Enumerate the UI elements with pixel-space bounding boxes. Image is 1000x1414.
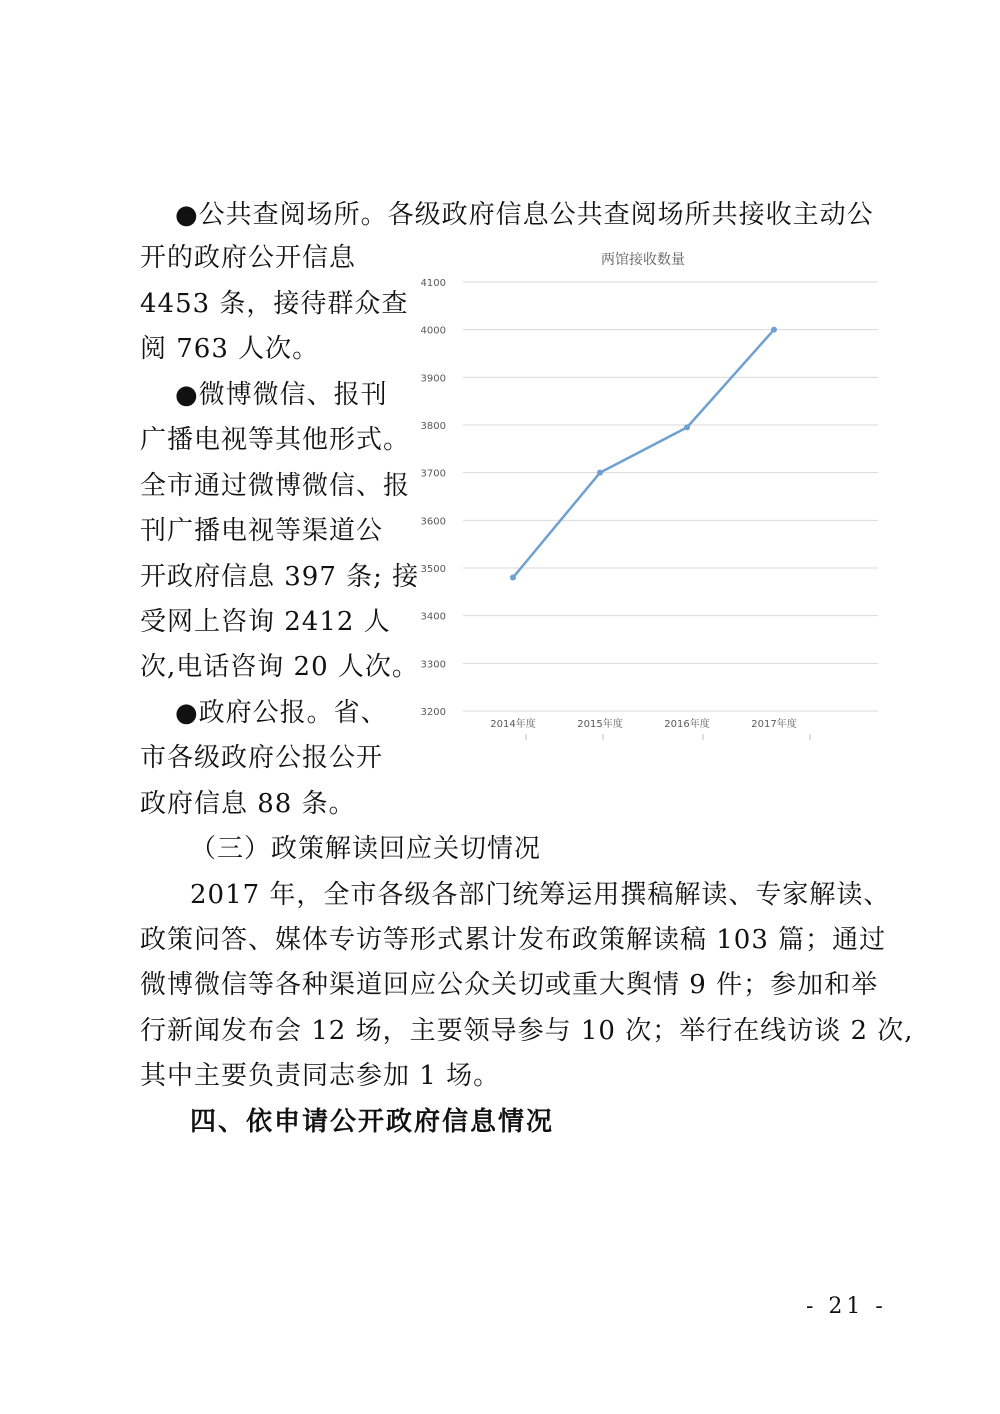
y-tick-label: 3500	[420, 564, 446, 575]
public-reading-line-1: ●公共查阅场所。各级政府信息公共查阅场所共接收主动公	[175, 200, 874, 230]
x-tick-label: 2016年度	[664, 719, 710, 730]
y-tick-label: 4000	[420, 325, 446, 337]
y-tick-label: 3300	[420, 659, 446, 671]
x-tick-label: 2017年度	[751, 719, 797, 730]
section-4-heading: 四、依申请公开政府信息情况	[190, 1107, 555, 1137]
weibo-line-5: 开政府信息 397 条; 接	[140, 562, 420, 592]
x-tick-label: 2015年度	[577, 719, 623, 730]
y-tick-label: 3200	[420, 707, 446, 718]
data-point	[771, 327, 777, 333]
y-tick-label: 4100	[420, 278, 446, 289]
x-tick-label: 2014年度	[490, 719, 536, 730]
weibo-line-7: 次,电话咨询 20 人次。	[140, 652, 419, 682]
weibo-line-4: 刊广播电视等渠道公	[140, 516, 384, 546]
data-point	[597, 470, 603, 476]
chart-title: 两馆接收数量	[601, 252, 685, 268]
policy-line-4: 行新闻发布会 12 场，主要领导参与 10 次；举行在线访谈 2 次,	[140, 1016, 914, 1046]
page-number: - 21 -	[806, 1294, 887, 1319]
policy-line-5: 其中主要负责同志参加 1 场。	[140, 1061, 501, 1091]
y-tick-label: 3700	[420, 468, 446, 480]
weibo-line-3: 全市通过微博微信、报	[140, 471, 411, 501]
public-reading-line-2: 开的政府公开信息	[140, 243, 357, 273]
policy-line-1: 2017 年，全市各级各部门统筹运用撰稿解读、专家解读、	[190, 880, 891, 910]
gazette-line-3: 政府信息 88 条。	[140, 789, 356, 819]
data-point	[684, 424, 690, 430]
gazette-line-1: ●政府公报。省、	[175, 698, 388, 728]
weibo-line-6: 受网上咨询 2412 人	[140, 607, 391, 637]
y-tick-label: 3400	[420, 611, 446, 623]
gazette-line-2: 市各级政府公报公开	[140, 743, 384, 773]
data-point	[510, 575, 516, 581]
line-chart	[408, 240, 878, 740]
policy-line-2: 政策问答、媒体专访等形式累计发布政策解读稿 103 篇；通过	[140, 925, 887, 955]
y-tick-label: 3900	[420, 373, 446, 385]
public-reading-line-4: 阅 763 人次。	[140, 334, 320, 364]
series-line	[513, 330, 774, 578]
y-tick-label: 3600	[420, 516, 446, 528]
policy-heading: （三）政策解读回应关切情况	[190, 834, 542, 864]
policy-line-3: 微博微信等各种渠道回应公众关切或重大舆情 9 件；参加和举	[140, 970, 879, 1000]
weibo-line-1: ●微博微信、报刊	[175, 380, 388, 410]
weibo-line-2: 广播电视等其他形式。	[140, 425, 411, 455]
y-tick-label: 3800	[420, 421, 446, 432]
public-reading-line-3: 4453 条，接待群众查	[140, 289, 409, 319]
